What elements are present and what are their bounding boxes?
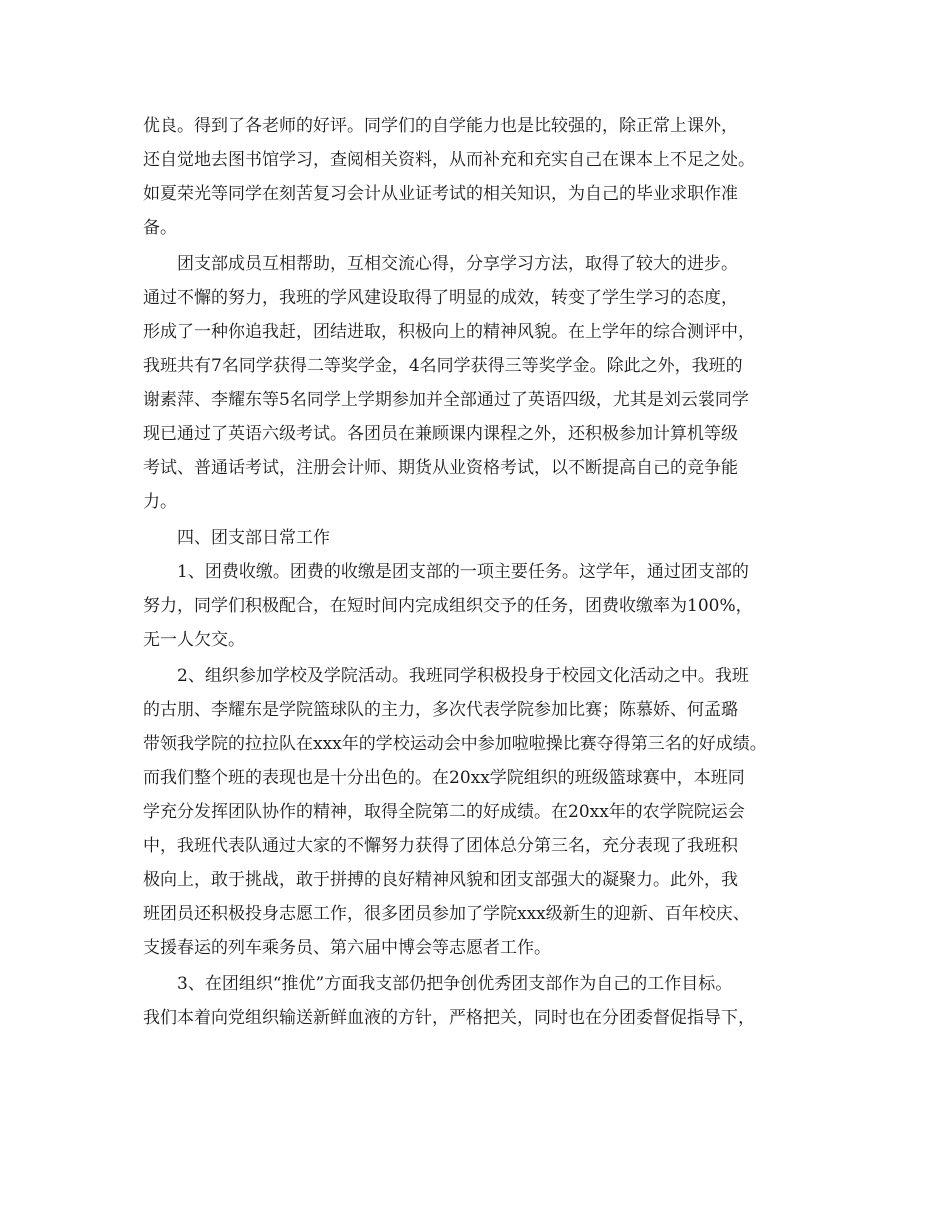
text-line: 还自觉地去图书馆学习，查阅相关资料，从而补充和充实自己在课本上不足之处。 bbox=[143, 150, 755, 170]
text-line: 支援春运的列车乘务员、第六届中博会等志愿者工作。 bbox=[143, 938, 551, 958]
text-line: 我班共有7名同学获得二等奖学金，4名同学获得三等奖学金。除此之外，我班的 bbox=[143, 356, 743, 376]
text-line: 谢素萍、李耀东等5名同学上学期参加并全部通过了英语四级，尤其是刘云裳同学 bbox=[143, 390, 749, 410]
text-line: 如夏荣光等同学在刻苦复习会计从业证考试的相关知识，为自己的毕业求职作准 bbox=[143, 184, 738, 204]
text-line: 中，我班代表队通过大家的不懈努力获得了团体总分第三名，充分表现了我班积 bbox=[143, 836, 738, 856]
section-heading: 四、团支部日常工作 bbox=[177, 528, 330, 548]
text-line: 通过不懈的努力，我班的学风建设取得了明显的成效，转变了学生学习的态度， bbox=[143, 288, 738, 308]
text-line: 力。 bbox=[143, 492, 177, 512]
paragraph-first-line: 3、在团组织“推优”方面我支部仍把争创优秀团支部作为自己的工作目标。 bbox=[177, 974, 733, 994]
text-line: 带领我学院的拉拉队在xxx年的学校运动会中参加啦啦操比赛夺得第三名的好成绩。 bbox=[143, 734, 767, 754]
text-line: 优良。得到了各老师的好评。同学们的自学能力也是比较强的，除正常上课外， bbox=[143, 116, 738, 136]
text-line: 努力，同学们积极配合，在短时间内完成组织交予的任务，团费收缴率为100%， bbox=[143, 596, 753, 616]
text-line: 现已通过了英语六级考试。各团员在兼顾课内课程之外，还积极参加计算机等级 bbox=[143, 424, 738, 444]
text-line: 而我们整个班的表现也是十分出色的。在20xx学院组织的班级篮球赛中，本班同 bbox=[143, 768, 745, 788]
paragraph-first-line: 2、组织参加学校及学院活动。我班同学积极投身于校园文化活动之中。我班 bbox=[177, 666, 749, 686]
text-line: 备。 bbox=[143, 218, 177, 238]
paragraph-first-line: 团支部成员互相帮助，互相交流心得，分享学习方法，取得了较大的进步。 bbox=[177, 254, 738, 274]
text-line: 班团员还积极投身志愿工作，很多团员参加了学院xxx级新生的迎新、百年校庆、 bbox=[143, 904, 750, 924]
text-line: 形成了一种你追我赶，团结进取，积极向上的精神风貌。在上学年的综合测评中， bbox=[143, 322, 755, 342]
text-line: 极向上，敢于挑战，敢于拼搏的良好精神风貌和团支部强大的凝聚力。此外，我 bbox=[143, 870, 738, 890]
text-line: 我们本着向党组织输送新鲜血液的方针，严格把关，同时也在分团委督促指导下， bbox=[143, 1008, 755, 1028]
text-line: 学充分发挥团队协作的精神，取得全院第二的好成绩。在20xx年的农学院院运会 bbox=[143, 802, 745, 822]
text-line: 的古朋、李耀东是学院篮球队的主力，多次代表学院参加比赛；陈慕娇、何孟璐 bbox=[143, 700, 738, 720]
text-line: 考试、普通话考试，注册会计师、期货从业资格考试，以不断提高自己的竞争能 bbox=[143, 458, 738, 478]
paragraph-first-line: 1、团费收缴。团费的收缴是团支部的一项主要任务。这学年，通过团支部的 bbox=[177, 562, 749, 582]
text-line: 无一人欠交。 bbox=[143, 630, 245, 650]
